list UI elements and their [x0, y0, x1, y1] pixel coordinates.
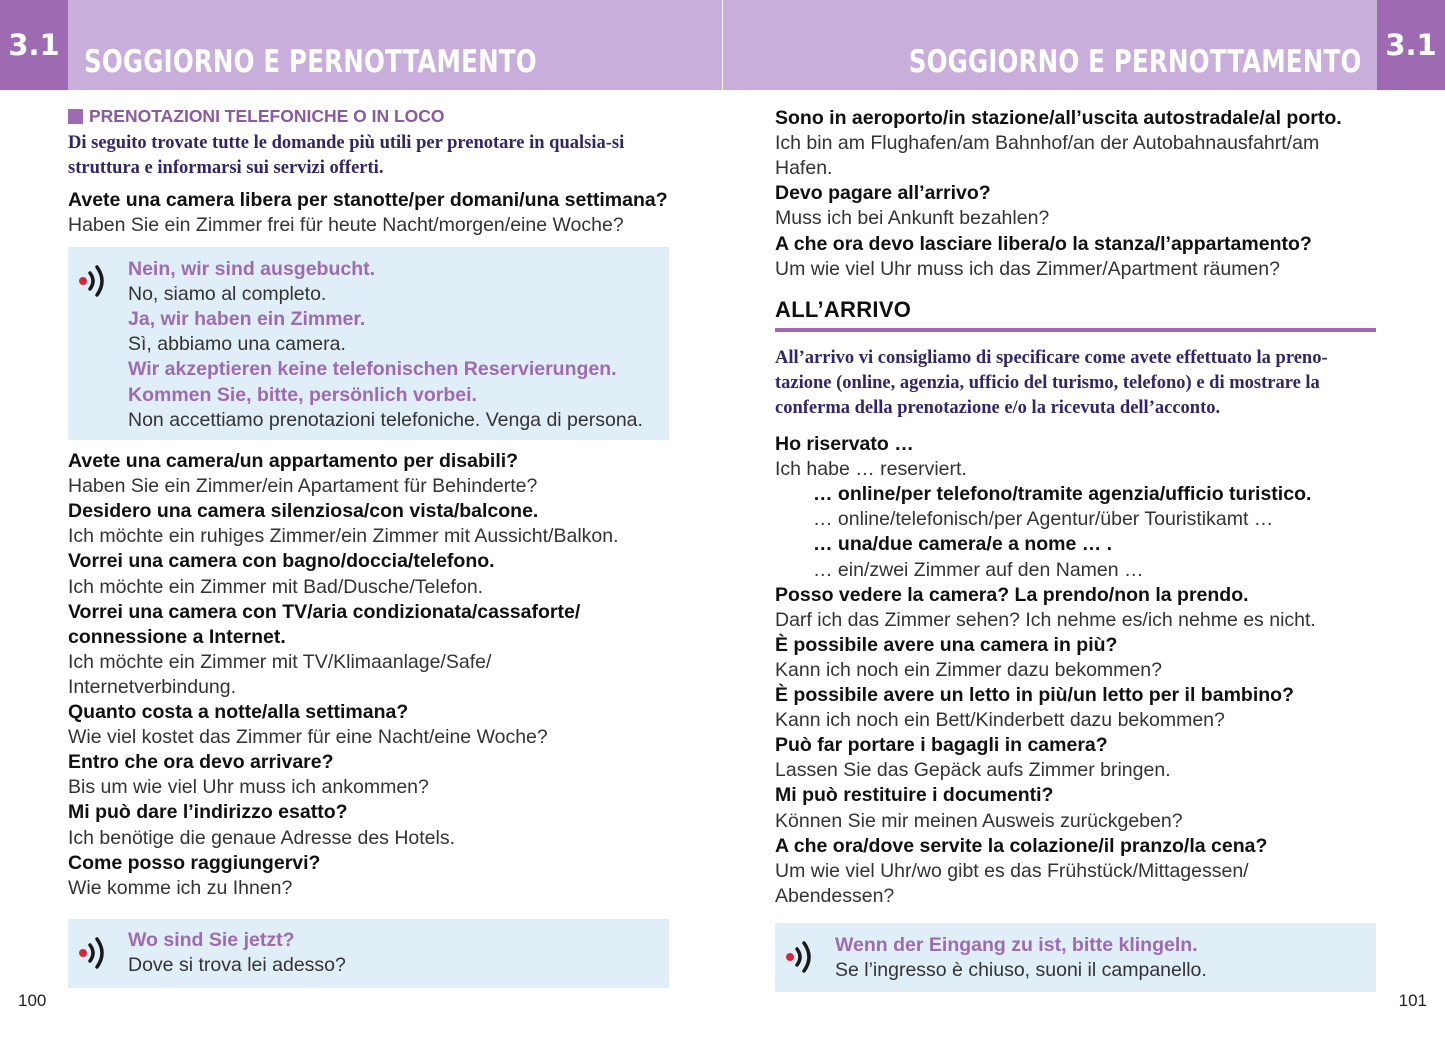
question-phrase: Entro che ora devo arrivare? — [68, 751, 334, 774]
audio-speaker-icon[interactable] — [76, 261, 112, 301]
translation-phrase: Darf ich das Zimmer sehen? Ich nehme es/ich nehme es nicht. — [775, 608, 1316, 631]
translation-phrase: … online/telefonisch/per Agentur/über Touristikamt … — [813, 508, 1274, 531]
question-phrase: Posso vedere la camera? La prendo/non la prendo. — [775, 583, 1249, 606]
translation-phrase: Kann ich noch ein Bett/Kinderbett dazu bekommen? — [775, 709, 1225, 732]
translation-phrase: Ich möchte ein ruhiges Zimmer/ein Zimmer mit Aussicht/Balkon. — [68, 525, 619, 548]
square-bullet-icon — [68, 109, 83, 124]
audio-speaker-icon[interactable] — [76, 933, 112, 973]
question-phrase: È possibile avere una camera in più? — [775, 633, 1118, 656]
german-phrase: Kommen Sie, bitte, persönlich vorbei. — [128, 383, 477, 406]
translation-phrase: Muss ich bei Ankunft bezahlen? — [775, 207, 1050, 230]
translation-phrase: Hafen. — [775, 157, 833, 180]
translation-phrase: … ein/zwei Zimmer auf den Namen … — [813, 558, 1144, 581]
section-title: SOGGIORNO E PERNOTTAMENTO — [84, 44, 537, 80]
german-phrase: Ja, wir haben ein Zimmer. — [128, 308, 366, 331]
question-phrase: … online/per telefono/tramite agenzia/ufficio turistico. — [813, 483, 1312, 506]
translation-phrase: Internetverbindung. — [68, 675, 237, 698]
question-phrase: Come posso raggiungervi? — [68, 851, 321, 874]
question-phrase: Mi può dare l’indirizzo esatto? — [68, 801, 348, 824]
question-phrase: Vorrei una camera con bagno/doccia/telefono. — [68, 550, 495, 573]
left-page — [0, 0, 722, 1043]
intro-line: All’arrivo vi consigliamo di specificare come avete effettuato la preno- — [775, 348, 1328, 368]
question-phrase: Avete una camera/un appartamento per disabili? — [68, 450, 519, 472]
question-phrase: Devo pagare all’arrivo? — [775, 182, 991, 205]
german-phrase: Wir akzeptieren keine telefonischen Reservierungen. — [128, 358, 617, 381]
intro-line: struttura e informarsi sui servizi offerti. — [68, 158, 384, 178]
german-phrase: Wenn der Eingang zu ist, bitte klingeln. — [835, 934, 1198, 956]
subheading — [68, 106, 445, 127]
translation-phrase: Können Sie mir meinen Ausweis zurückgeben? — [775, 809, 1183, 832]
translation-phrase: Ich bin am Flughafen/am Bahnhof/an der Autobahnausfahrt/am — [775, 132, 1320, 155]
translation-phrase: Non accettiamo prenotazioni telefoniche. Venga di persona. — [128, 408, 643, 431]
question-phrase: Avete una camera libera per stanotte/per domani/una settimana? — [68, 189, 668, 211]
translation-phrase: Um wie viel Uhr/wo gibt es das Frühstück/Mittagessen/ — [775, 859, 1249, 882]
translation-phrase: Lassen Sie das Gepäck aufs Zimmer bringen. — [775, 759, 1171, 782]
audio-phrase-box — [775, 923, 1376, 992]
translation-phrase: Kann ich noch ein Zimmer dazu bekommen? — [775, 658, 1162, 681]
translation-phrase: Se l’ingresso è chiuso, suoni il campanello. — [835, 959, 1207, 982]
subheading-text: PRENOTAZIONI TELEFONICHE O IN LOCO — [89, 106, 445, 126]
question-phrase: Mi può restituire i documenti? — [775, 784, 1054, 807]
question-phrase: Ho riservato … — [775, 433, 914, 455]
translation-phrase: Sì, abbiamo una camera. — [128, 333, 346, 356]
question-phrase: A che ora devo lasciare libera/o la stanza/l’appartamento? — [775, 232, 1312, 255]
german-phrase: Wo sind Sie jetzt? — [128, 929, 295, 951]
translation-phrase: Haben Sie ein Zimmer frei für heute Nacht/morgen/eine Woche? — [68, 214, 624, 237]
question-phrase: Sono in aeroporto/in stazione/all’uscita autostradale/al porto. — [775, 107, 1342, 129]
translation-phrase: Ich benötige die genaue Adresse des Hotels. — [68, 826, 456, 849]
translation-phrase: Wie viel kostet das Zimmer für eine Nacht/eine Woche? — [68, 726, 548, 749]
translation-phrase: Abendessen? — [775, 884, 895, 907]
question-phrase: connessione a Internet. — [68, 625, 286, 648]
translation-phrase: Ich möchte ein Zimmer mit Bad/Dusche/Telefon. — [68, 575, 484, 598]
translation-phrase: Um wie viel Uhr muss ich das Zimmer/Apartment räumen? — [775, 257, 1280, 280]
page-number: 101 — [1398, 991, 1427, 1010]
section-number: 3.1 — [0, 0, 68, 90]
intro-line: tazione (online, agenzia, ufficio del turismo, telefono) e di mostrare la — [775, 373, 1320, 393]
page-header — [723, 0, 1445, 90]
intro-line: Di seguito trovate tutte le domande più utili per prenotare in qualsia-si — [68, 133, 625, 153]
translation-phrase: Dove si trova lei adesso? — [128, 954, 346, 977]
translation-phrase: Wie komme ich zu Ihnen? — [68, 876, 293, 899]
section-heading: ALL’ARRIVO — [775, 297, 912, 322]
heading-rule — [775, 328, 1376, 332]
question-phrase: Vorrei una camera con TV/aria condizionata/cassaforte/ — [68, 600, 581, 623]
translation-phrase: Bis um wie viel Uhr muss ich ankommen? — [68, 776, 429, 799]
audio-speaker-icon[interactable] — [783, 937, 819, 977]
question-phrase: Desidero una camera silenziosa/con vista/balcone. — [68, 500, 539, 523]
translation-phrase: Ich möchte ein Zimmer mit TV/Klimaanlage/Safe/ — [68, 650, 492, 673]
translation-phrase: Haben Sie ein Zimmer/ein Apartament für Behinderte? — [68, 475, 538, 498]
right-page — [723, 0, 1445, 1043]
page-header — [0, 0, 722, 90]
question-phrase: È possibile avere un letto in più/un letto per il bambino? — [775, 684, 1294, 706]
audio-phrase-box — [68, 919, 669, 988]
translation-phrase: Ich habe … reserviert. — [775, 458, 967, 481]
intro-line: conferma della prenotazione e/o la ricevuta dell’acconto. — [775, 398, 1221, 418]
translation-phrase: No, siamo al completo. — [128, 283, 327, 306]
question-phrase: Quanto costa a notte/alla settimana? — [68, 701, 409, 723]
german-phrase: Nein, wir sind ausgebucht. — [128, 258, 376, 280]
question-phrase: A che ora/dove servite la colazione/il pranzo/la cena? — [775, 834, 1268, 857]
page-number: 100 — [18, 991, 47, 1010]
audio-phrase-box — [68, 247, 669, 440]
section-number: 3.1 — [1377, 0, 1445, 90]
section-title: SOGGIORNO E PERNOTTAMENTO — [908, 44, 1361, 80]
question-phrase: Può far portare i bagagli in camera? — [775, 734, 1108, 757]
question-phrase: … una/due camera/e a nome … . — [813, 533, 1113, 556]
